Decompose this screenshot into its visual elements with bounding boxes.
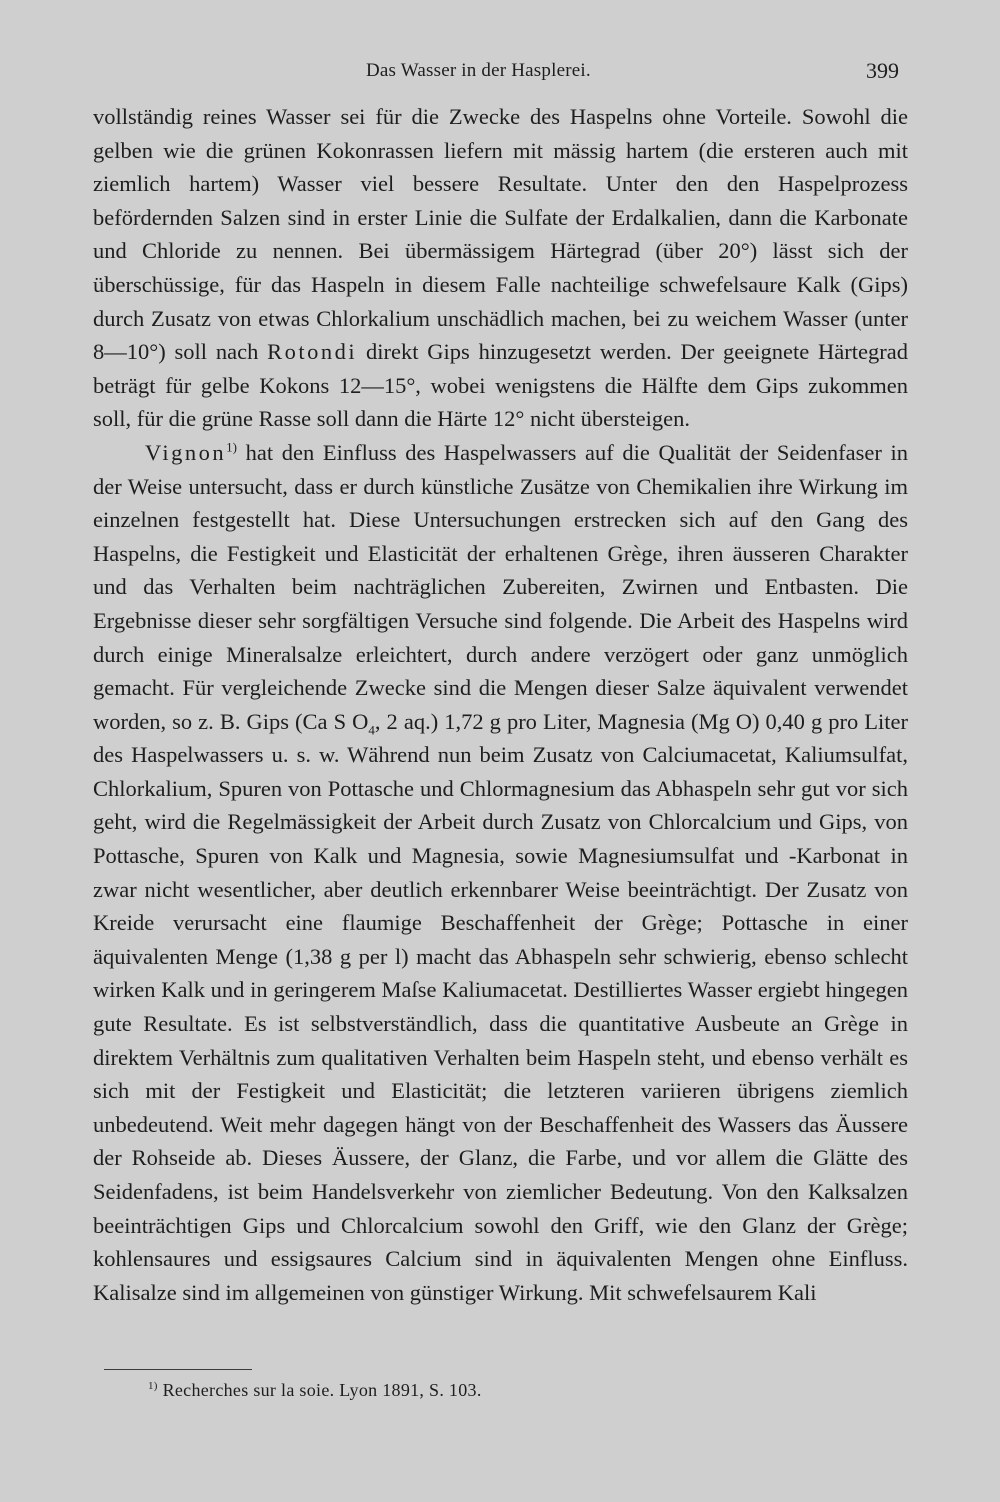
subscript-4: 4: [368, 722, 375, 738]
paragraph-2-text: hat den Einfluss des Haspelwassers auf die Qualität der Seidenfaser in der Weise untersucht, dass er durch künstliche Zusätze von Chemikalien ihre Wirkung im einzelnen festgestellt hat. Diese Untersuchungen erstrecken sich auf den Gang des Haspelns, die Festigkeit und Elasticität der erhaltenen Grège, ihren äusseren Charakter und das Verhalten beim nachträglichen Zubereiten, Zwirnen und Entbasten. Die Ergebnisse dieser sehr sorgfältigen Versuche sind folgende. Die Arbeit des Haspelns wird durch einige Mineralsalze erleichtert, durch andere verzögert oder ganz unmöglich gemacht. Für vergleichende Zwecke sind die Mengen dieser Salze äquivalent verwendet worden, so z. B. Gips (Ca S O: [93, 439, 909, 734]
footnote: [148, 1380, 482, 1401]
paragraph-2-text-continued: , 2 aq.) 1,72 g pro Liter, Magnesia (Mg O) 0,40 g pro Liter des Haspelwassers u. s. w. Während nun beim Zusatz von Calciumacetat, Kaliumsulfat, Chlorkalium, Spuren von Pottasche und Chlormagnesium das Abhaspeln sehr gut vor sich geht, wird die Regelmässigkeit der Arbeit durch Zusatz von Chlorcalcium und Gips, von Pottasche, Spuren von Kalk und Magnesia, sowie Magnesiumsulfat und -Karbonat in zwar nicht wesentlicher, aber deutlich erkennbarer Weise beeinträchtigt. Der Zusatz von Kreide verursacht eine flaumige Beschaffenheit der Grège; Pottasche in einer äquivalenten Menge (1,38 g per l) macht das Abhaspeln sehr schwierig, ebenso schlecht wirken Kalk und in geringerem Maſse Kaliumacetat. Destilliertes Wasser ergiebt hingegen gute Resultate. Es ist selbstverständlich, dass die quantitative Ausbeute an Grège in direktem Verhältnis zum qualitativen Verhalten beim Haspeln steht, und ebenso verhält es sich mit der Festigkeit und Elasticität; die letzteren variieren übrigens ziemlich unbedeutend. Weit mehr dagegen hängt von der Beschaffenheit des Wassers das Äussere der Rohseide ab. Dieses Äussere, der Glanz, die Farbe, und vor allem die Glätte des Seidenfadens, ist beim Handelsverkehr von ziemlicher Bedeutung. Von den Kalksalzen beeinträchtigen Gips und Chlorcalcium sowohl den Griff, wie den Glanz der Grège; kohlensaures und essigsaures Calcium sind in äquivalenten Mengen ohne Einfluss. Kalisalze sind im allgemeinen von günstiger Wirkung. Mit schwefelsaurem Kali: [93, 708, 909, 1305]
body-text: [93, 100, 908, 1309]
footnote-reference[interactable]: 1): [226, 439, 237, 455]
paragraph-1-text: vollständig reines Wasser sei für die Zwecke des Haspelns ohne Vorteile. Sowohl die gelben wie die grünen Kokonrassen liefern mit mässig hartem (die ersteren auch mit ziemlich hartem) Wasser viel bessere Resultate. Unter den den Haspelprozess befördernden Salzen sind in erster Linie die Sulfate der Erdalkalien, dann die Karbonate und Chloride zu nennen. Bei übermässigem Härtegrad (über 20°) lässt sich der überschüssige, für das Haspeln in diesem Falle nachteilige schwefelsaure Kalk (Gips) durch Zusatz von etwas Chlorkalium unschädlich machen, bei zu weichem Wasser (unter 8—10°) soll nach: [93, 104, 908, 365]
paragraph-2: [93, 436, 908, 1309]
page-number: 399: [866, 58, 899, 83]
paragraph-1: [93, 100, 908, 436]
paragraph-1-text-continued: direkt Gips hinzugesetzt werden. Der geeignete Härtegrad beträgt für gelbe Kokons 12—15°, wobei wenigstens die Hälfte dem Gips zukommen soll, für die grüne Rasse soll dann die Härte 12° nicht übersteigen.: [93, 339, 908, 432]
footnote-mark: 1): [148, 1380, 158, 1392]
footnote-text: Recherches sur la soie. Lyon 1891, S. 103.: [162, 1380, 482, 1400]
footnote-divider: [104, 1369, 252, 1370]
running-title: Das Wasser in der Hasplerei.: [366, 60, 591, 81]
author-name-rotondi: Rotondi: [267, 339, 358, 365]
running-header: [0, 58, 1000, 88]
author-name-vignon: Vignon: [145, 439, 227, 465]
